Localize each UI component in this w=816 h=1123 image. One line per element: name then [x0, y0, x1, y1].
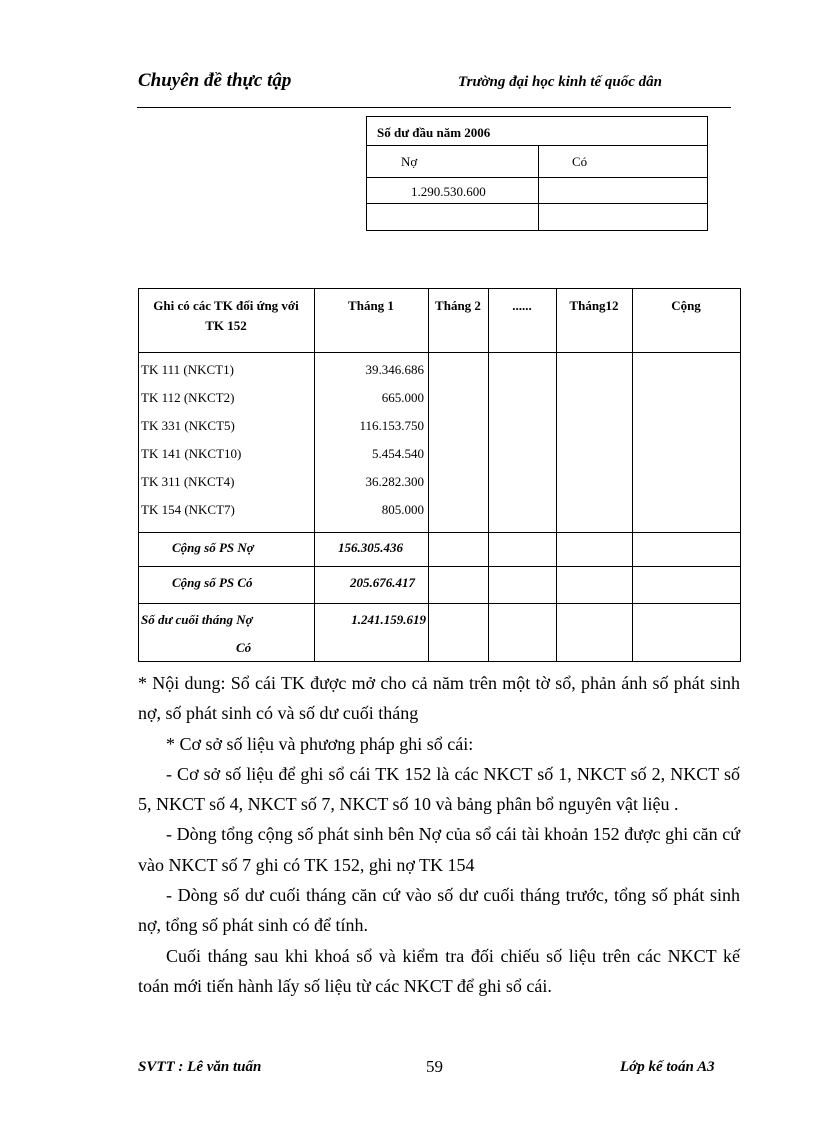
table-divider [632, 288, 633, 662]
row-month1-value: 665.000 [381, 390, 424, 405]
paragraph: * Nội dung: Sổ cái TK được mở cho cả năm trên một tờ sổ, phản ánh số phát sinh nợ, số phát sinh có và số dư cuối tháng [138, 673, 740, 724]
total-credit-value: 205.676.417 [350, 575, 415, 590]
total-debit-label: Cộng số PS Nợ [172, 540, 254, 555]
ledger-table [138, 288, 741, 662]
header-ellipsis: ...... [512, 298, 532, 313]
row-account: TK 111 (NKCT1) [141, 362, 234, 377]
row-account: TK 154 (NKCT7) [141, 502, 235, 517]
paragraph: - Dòng tổng cộng số phát sinh bên Nợ của sổ cái tài khoản 152 được ghi căn cứ vào NKCT số 7 ghi có TK 152, ghi nợ TK 154 [138, 824, 740, 875]
footer-class: Lớp kế toán A3 [620, 1059, 715, 1075]
header-contra-accounts-line2: TK 152 [205, 318, 247, 333]
opening-balance-no-value: 1.290.530.600 [411, 184, 486, 199]
header-contra-accounts: Ghi có các TK đối ứng với [153, 298, 299, 313]
paragraph: Cuối tháng sau khi khoá sổ và kiểm tra đối chiếu số liệu trên các NKCT kế toán mới tiến hành lấy số liệu từ các NKCT để ghi sổ cái. [138, 945, 740, 996]
table-divider [367, 145, 707, 146]
row-month1-value: 116.153.750 [359, 418, 424, 433]
closing-balance-value: 1.241.159.619 [351, 612, 426, 627]
table-divider [138, 603, 741, 604]
page-number: 59 [426, 1057, 443, 1076]
table-divider [138, 661, 741, 662]
body-text [138, 668, 740, 1001]
row-month1-value: 36.282.300 [365, 474, 424, 489]
row-account: TK 141 (NKCT10) [141, 446, 242, 461]
header-divider [137, 107, 731, 108]
header-right-title: Trường đại học kinh tế quốc dân [458, 74, 663, 90]
row-month1-value: 39.346.686 [365, 362, 424, 377]
table-divider [740, 288, 741, 662]
closing-balance-label-co: Có [236, 640, 252, 655]
header-month-12: Tháng12 [569, 298, 619, 313]
header-month-1: Tháng 1 [348, 298, 394, 313]
table-divider [138, 288, 741, 289]
table-divider [367, 177, 707, 178]
total-credit-label: Cộng số PS Có [172, 575, 253, 590]
table-divider [138, 532, 741, 533]
paragraph: - Dòng số dư cuối tháng căn cứ vào số dư cuối tháng trước, tổng số phát sinh nợ, tổng số phát sinh có để tính. [138, 885, 740, 936]
table-divider [138, 288, 139, 662]
row-month1-value: 805.000 [381, 502, 424, 517]
row-account: TK 112 (NKCT2) [141, 390, 235, 405]
closing-balance-label: Số dư cuối tháng Nợ [141, 612, 253, 627]
table-divider [556, 288, 557, 662]
table-divider [138, 566, 741, 567]
row-account: TK 331 (NKCT5) [141, 418, 235, 433]
table-divider [488, 288, 489, 662]
opening-balance-title: Số dư đầu năm 2006 [377, 125, 491, 140]
table-divider [367, 203, 707, 204]
header-month-2: Tháng 2 [435, 298, 481, 313]
opening-balance-co-header: Có [572, 154, 588, 169]
opening-balance-table [366, 116, 708, 231]
table-divider [138, 352, 741, 353]
paragraph: - Cơ sở số liệu để ghi sổ cái TK 152 là các NKCT số 1, NKCT số 2, NKCT số 5, NKCT số 4, NKCT số 7, NKCT số 10 và bảng phân bổ nguyên vật liệu . [138, 763, 740, 815]
opening-balance-no-header: Nợ [401, 154, 418, 169]
total-debit-value: 156.305.436 [338, 540, 403, 555]
row-month1-value: 5.454.540 [372, 446, 424, 461]
footer-student: SVTT : Lê văn tuấn [138, 1059, 262, 1075]
row-account: TK 311 (NKCT4) [141, 474, 235, 489]
header-left-title: Chuyên đề thực tập [138, 70, 292, 91]
table-divider [428, 288, 429, 662]
paragraph: * Cơ sở số liệu và phương pháp ghi sổ cái: [166, 733, 474, 754]
header-total: Cộng [671, 298, 701, 313]
table-divider [538, 145, 539, 230]
